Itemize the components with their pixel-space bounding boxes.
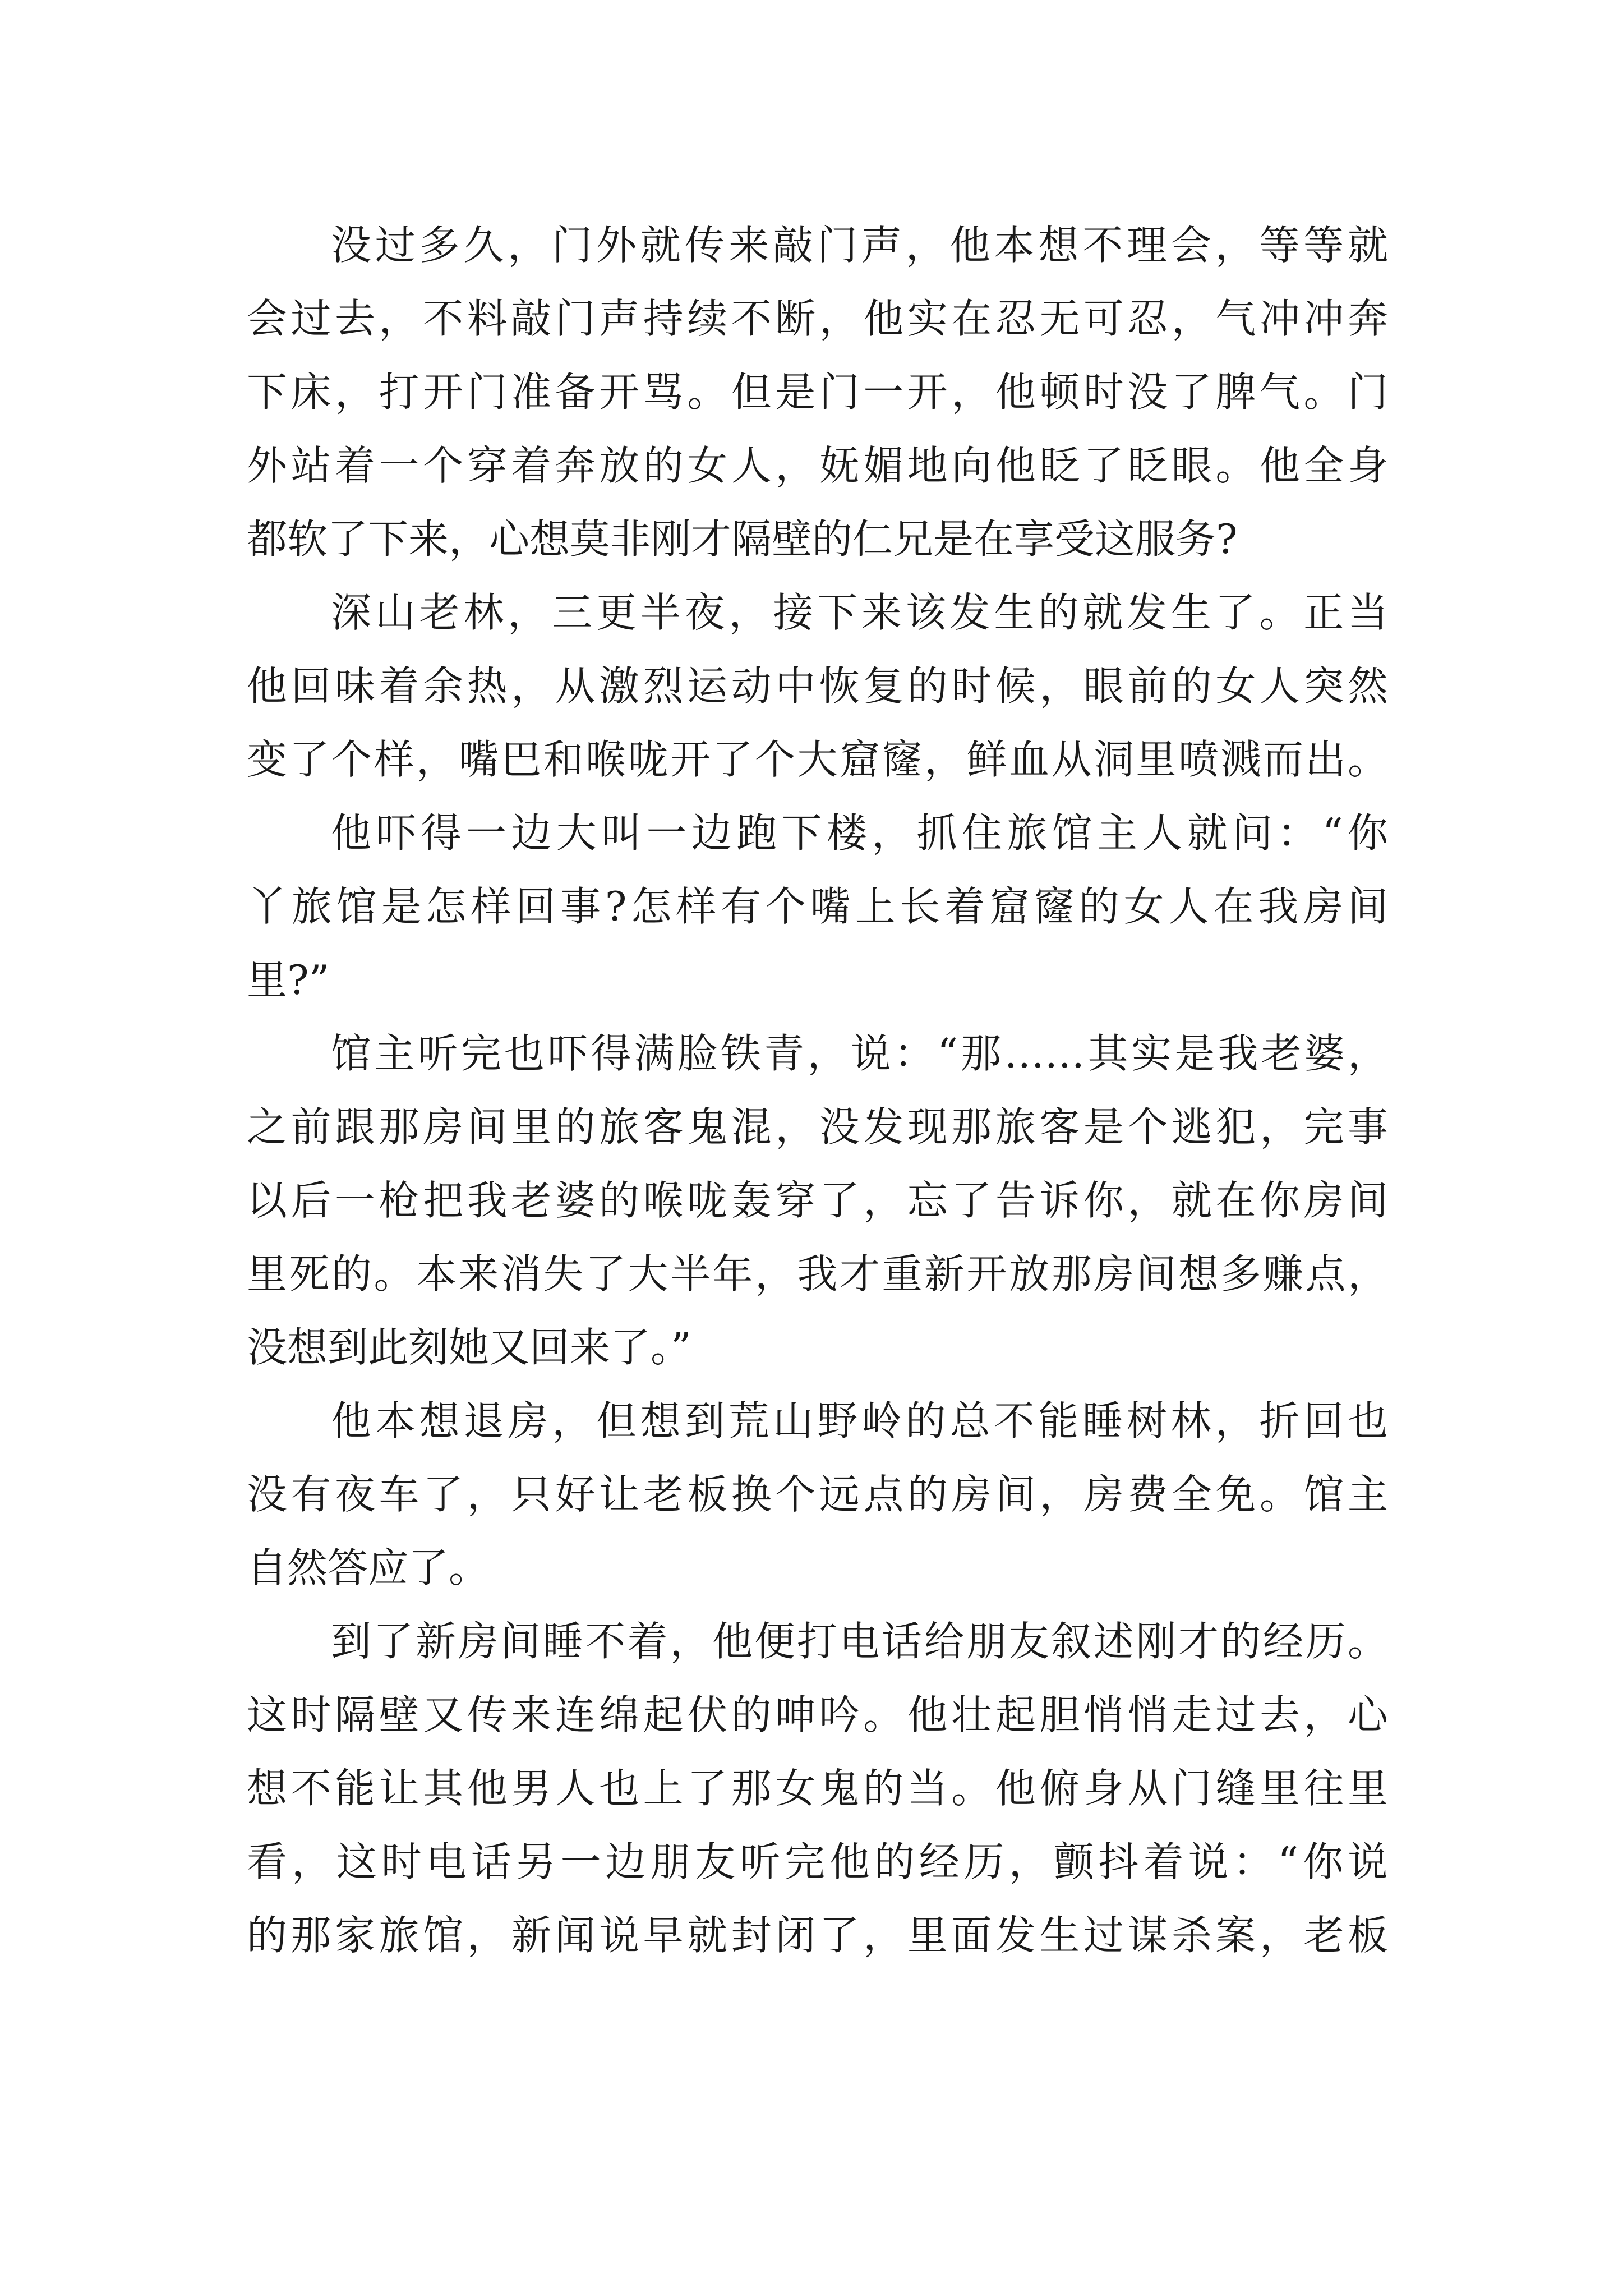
text-line: 里?” [247, 956, 330, 1004]
paragraph-3 [247, 797, 1388, 1017]
text-line: 下床，打开门准备开骂。但是门一开，他顿时没了脾气。门 [247, 369, 1388, 416]
paragraph-1 [247, 209, 1388, 576]
text-line: 之前跟那房间里的旅客鬼混，没发现那旅客是个逃犯，完事 [247, 1103, 1388, 1151]
text-line: 想不能让其他男人也上了那女鬼的当。他俯身从门缝里往里 [247, 1765, 1388, 1812]
text-line: 自然答应了。 [247, 1544, 490, 1591]
text-line: 没有夜车了，只好让老板换个远点的房间，房费全免。馆主 [247, 1471, 1388, 1518]
text-line: 这时隔壁又传来连绵起伏的呻吟。他壮起胆悄悄走过去，心 [247, 1691, 1388, 1738]
text-line: 没过多久，门外就传来敲门声，他本想不理会，等等就 [331, 222, 1388, 269]
text-line: 外站着一个穿着奔放的女人，妩媚地向他眨了眨眼。他全身 [247, 442, 1388, 489]
paragraph-4 [247, 1017, 1388, 1384]
text-line: 以后一枪把我老婆的喉咙轰穿了，忘了告诉你，就在你房间 [247, 1177, 1388, 1224]
paragraph-6 [247, 1605, 1388, 1972]
text-line: 都软了下来，心想莫非刚才隔壁的仁兄是在享受这服务? [247, 516, 1238, 563]
text-line: 到了新房间睡不着，他便打电话给朋友叙述刚才的经历。 [331, 1618, 1388, 1665]
text-line: 的那家旅馆，新闻说早就封闭了，里面发生过谋杀案，老板 [247, 1912, 1388, 1959]
text-line: 深山老林，三更半夜，接下来该发生的就发生了。正当 [331, 589, 1388, 636]
text-line: 没想到此刻她又回来了。” [247, 1324, 691, 1371]
document-body [247, 209, 1388, 1972]
text-line: 变了个样，嘴巴和喉咙开了个大窟窿，鲜血从洞里喷溅而出。 [247, 736, 1388, 783]
paragraph-5 [247, 1384, 1388, 1605]
text-line: 看，这时电话另一边朋友听完他的经历，颤抖着说：“你说 [247, 1838, 1388, 1885]
text-line: 馆主听完也吓得满脸铁青，说：“那……其实是我老婆， [331, 1030, 1388, 1077]
text-line: 丫旅馆是怎样回事?怎样有个嘴上长着窟窿的女人在我房间 [247, 883, 1388, 930]
text-line: 他吓得一边大叫一边跑下楼，抓住旅馆主人就问：“你 [331, 809, 1388, 857]
text-line: 会过去，不料敲门声持续不断，他实在忍无可忍，气冲冲奔 [247, 295, 1388, 342]
text-line: 他回味着余热，从激烈运动中恢复的时候，眼前的女人突然 [247, 662, 1388, 710]
text-line: 里死的。本来消失了大半年，我才重新开放那房间想多赚点， [247, 1250, 1388, 1297]
text-line: 他本想退房，但想到荒山野岭的总不能睡树林，折回也 [331, 1397, 1388, 1444]
paragraph-2 [247, 576, 1388, 797]
